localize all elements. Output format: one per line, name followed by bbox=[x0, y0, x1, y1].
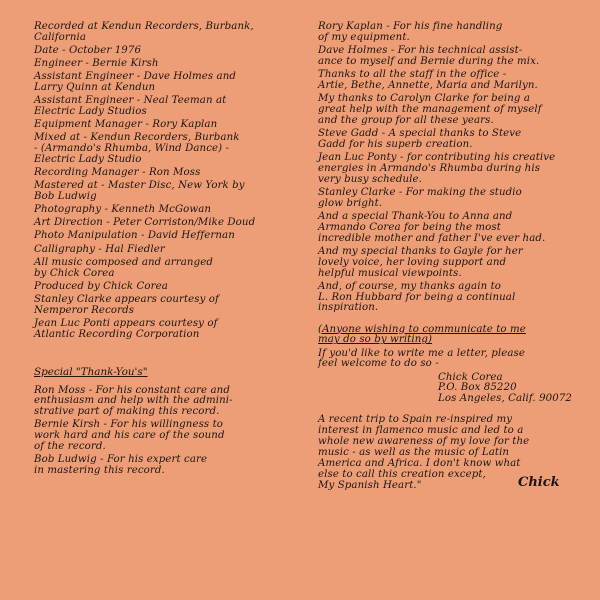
contact-note: (Anyone wishing to communicate to me may do so by writing) bbox=[318, 323, 526, 346]
thanks-steve-gadd: Steve Gadd - A special thanks to Steve Gadd for his superb creation. bbox=[318, 127, 522, 150]
signature: Chick bbox=[518, 474, 560, 490]
credit-assistant-engineer-kendun: Assistant Engineer - Dave Holmes and Larry Quinn at Kendun bbox=[34, 71, 236, 94]
credit-recording-manager: Recording Manager - Ron Moss bbox=[34, 167, 201, 179]
special-thanks-heading: Special "Thank-You's" bbox=[34, 365, 148, 378]
thanks-gayle: And my special thanks to Gayle for her lovely voice, her loving support and helpful musical viewpoints. bbox=[318, 245, 523, 279]
thanks-jean-luc-ponty: Jean Luc Ponty - for contributing his creative energies in Armando's Rhumba during his very busy schedule. bbox=[318, 151, 556, 185]
thanks-parents: And a special Thank-You to Anna and Armando Corea for being the most incredible mother and father I've ever had. bbox=[318, 210, 546, 244]
credit-date: Date - October 1976 bbox=[34, 45, 142, 56]
credit-mastered-at: Mastered at - Master Disc, New York by Bob Ludwig bbox=[34, 180, 245, 203]
mailing-address: Chick Corea P.O. Box 85220 Los Angeles, Calif. 90072 bbox=[438, 371, 573, 405]
contact-invite: If you'd like to write me a letter, please feel welcome to do so - bbox=[318, 347, 525, 370]
credit-produced-by: Produced by Chick Corea bbox=[34, 280, 168, 292]
thanks-stanley-clarke: Stanley Clarke - For making the studio glow bright. bbox=[318, 186, 522, 209]
credit-jean-luc-ponti-courtesy: Jean Luc Ponti appears courtesy of Atlantic Recording Corporation bbox=[34, 317, 218, 340]
closing-story bbox=[318, 415, 588, 491]
credit-photo-manipulation: Photo Manipulation - David Heffernan bbox=[34, 230, 235, 242]
credit-mixed-at: Mixed at - Kendun Recorders, Burbank - (Armando's Rhumba, Wind Dance) - Electric Lady Studio bbox=[34, 132, 240, 166]
thanks-office-staff: Thanks to all the staff in the office - Artie, Bethe, Annette, Maria and Marilyn. bbox=[318, 69, 538, 91]
thanks-bob-ludwig: Bob Ludwig - For his expert care in mastering this record. bbox=[34, 454, 208, 477]
credit-calligraphy: Calligraphy - Hal Fiedler bbox=[34, 243, 165, 255]
thanks-rory-kaplan: Rory Kaplan - For his fine handling of my equipment. bbox=[318, 21, 503, 43]
credit-equipment-manager: Equipment Manager - Rory Kaplan bbox=[34, 119, 218, 131]
credit-assistant-engineer-electric-lady: Assistant Engineer - Neal Teeman at Electric Lady Studios bbox=[34, 95, 227, 118]
left-column bbox=[34, 22, 304, 479]
right-column bbox=[318, 22, 588, 494]
credit-composed-arranged: All music composed and arranged by Chick Corea bbox=[34, 256, 213, 279]
credit-engineer: Engineer - Bernie Kirsh bbox=[34, 58, 159, 70]
thanks-l-ron-hubbard: And, of course, my thanks again to L. Ron Hubbard for being a continual inspiration. bbox=[318, 280, 516, 314]
thanks-ron-moss: Ron Moss - For his constant care and enthusiasm and help with the admini- strative part of making this record. bbox=[34, 384, 233, 418]
closing-paragraph: A recent trip to Spain re-inspired my interest in flamenco music and led to a whole new awareness of my love for the music - as well as the music of Latin America and Africa. I don't know what else to call this creation except, My Spanish Heart." bbox=[318, 414, 530, 491]
thanks-bernie-kirsh: Bernie Kirsh - For his willingness to work hard and his care of the sound of the record. bbox=[34, 419, 225, 453]
thanks-carolyn-clarke: My thanks to Carolyn Clarke for being a great help with the management of myself and the group for all these years. bbox=[318, 93, 542, 126]
thanks-dave-holmes: Dave Holmes - For his technical assist- ance to myself and Bernie during the mix. bbox=[318, 45, 540, 67]
credit-recorded-at: Recorded at Kendun Recorders, Burbank, California bbox=[34, 21, 254, 43]
credit-stanley-clarke-courtesy: Stanley Clarke appears courtesy of Nemperor Records bbox=[34, 293, 219, 316]
credit-art-direction: Art Direction - Peter Corriston/Mike Doud bbox=[34, 217, 256, 229]
credit-photography: Photography - Kenneth McGowan bbox=[34, 204, 212, 216]
